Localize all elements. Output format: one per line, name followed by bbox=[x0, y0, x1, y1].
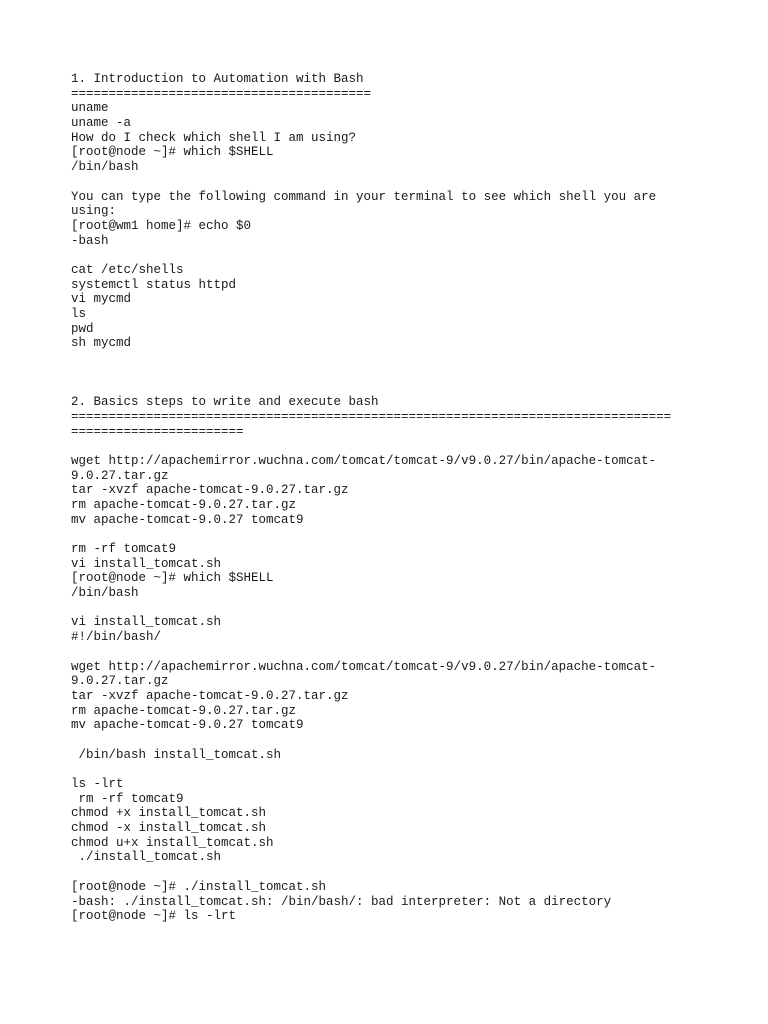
document-page bbox=[71, 72, 711, 924]
document-line: mv apache-tomcat-9.0.27 tomcat9 bbox=[71, 718, 304, 733]
document-line: 9.0.27.tar.gz bbox=[71, 674, 169, 689]
document-line bbox=[71, 601, 711, 616]
document-line bbox=[71, 439, 711, 454]
document-line: vi install_tomcat.sh bbox=[71, 556, 222, 571]
document-line: cat /etc/shells bbox=[71, 262, 184, 277]
document-line: wget http://apachemirror.wuchna.com/tomcat/tomcat-9/v9.0.27/bin/apache-tomcat- bbox=[71, 453, 657, 468]
document-line: You can type the following command in your terminal to see which shell you are bbox=[71, 189, 657, 204]
document-line bbox=[71, 865, 711, 880]
document-line: [root@node ~]# ls -lrt bbox=[71, 909, 237, 924]
document-line bbox=[71, 527, 711, 542]
document-line: rm apache-tomcat-9.0.27.tar.gz bbox=[71, 703, 297, 718]
document-line: #!/bin/bash/ bbox=[71, 630, 162, 645]
document-line: vi install_tomcat.sh bbox=[71, 615, 222, 630]
document-line: chmod -x install_tomcat.sh bbox=[71, 821, 267, 836]
document-line: ./install_tomcat.sh bbox=[71, 850, 222, 865]
document-line: chmod u+x install_tomcat.sh bbox=[71, 835, 274, 850]
document-line: vi mycmd bbox=[71, 292, 132, 307]
document-line: -bash: ./install_tomcat.sh: /bin/bash/: bad interpreter: Not a directory bbox=[71, 894, 612, 909]
document-line bbox=[71, 762, 711, 777]
document-line: wget http://apachemirror.wuchna.com/tomcat/tomcat-9/v9.0.27/bin/apache-tomcat- bbox=[71, 659, 657, 674]
document-line bbox=[71, 175, 711, 190]
document-line: /bin/bash install_tomcat.sh bbox=[71, 747, 282, 762]
document-line: mv apache-tomcat-9.0.27 tomcat9 bbox=[71, 512, 304, 527]
document-line: [root@node ~]# which $SHELL bbox=[71, 145, 274, 160]
document-line: /bin/bash bbox=[71, 586, 139, 601]
document-line: chmod +x install_tomcat.sh bbox=[71, 806, 267, 821]
document-line: How do I check which shell I am using? bbox=[71, 130, 357, 145]
document-line bbox=[71, 351, 711, 366]
document-line: 9.0.27.tar.gz bbox=[71, 468, 169, 483]
document-line bbox=[71, 733, 711, 748]
document-line: tar -xvzf apache-tomcat-9.0.27.tar.gz bbox=[71, 483, 349, 498]
document-line: uname bbox=[71, 101, 109, 116]
document-line bbox=[71, 645, 711, 660]
document-line: ================================================================================ bbox=[71, 409, 672, 424]
document-line: 2. Basics steps to write and execute bash bbox=[71, 395, 379, 410]
document-line: 1. Introduction to Automation with Bash bbox=[71, 72, 364, 86]
document-line: ======================= bbox=[71, 424, 244, 439]
document-line bbox=[71, 248, 711, 263]
document-line bbox=[71, 380, 711, 395]
document-line: rm -rf tomcat9 bbox=[71, 542, 177, 556]
document-line: rm apache-tomcat-9.0.27.tar.gz bbox=[71, 497, 297, 512]
document-line: using: bbox=[71, 204, 117, 219]
document-line: ls -lrt bbox=[71, 777, 124, 791]
document-line: -bash bbox=[71, 233, 109, 248]
document-line bbox=[71, 366, 711, 381]
document-line: rm -rf tomcat9 bbox=[71, 791, 184, 806]
document-line: tar -xvzf apache-tomcat-9.0.27.tar.gz bbox=[71, 688, 349, 703]
document-line: ls bbox=[71, 307, 87, 321]
document-line: [root@node ~]# ./install_tomcat.sh bbox=[71, 879, 327, 894]
document-line: uname -a bbox=[71, 116, 132, 131]
document-line: systemctl status httpd bbox=[71, 277, 237, 292]
document-line: ======================================== bbox=[71, 86, 372, 101]
document-line: [root@node ~]# which $SHELL bbox=[71, 571, 274, 586]
document-line: pwd bbox=[71, 321, 94, 336]
document-line: [root@wm1 home]# echo $0 bbox=[71, 218, 252, 233]
document-line: sh mycmd bbox=[71, 336, 132, 351]
document-line: /bin/bash bbox=[71, 160, 139, 175]
